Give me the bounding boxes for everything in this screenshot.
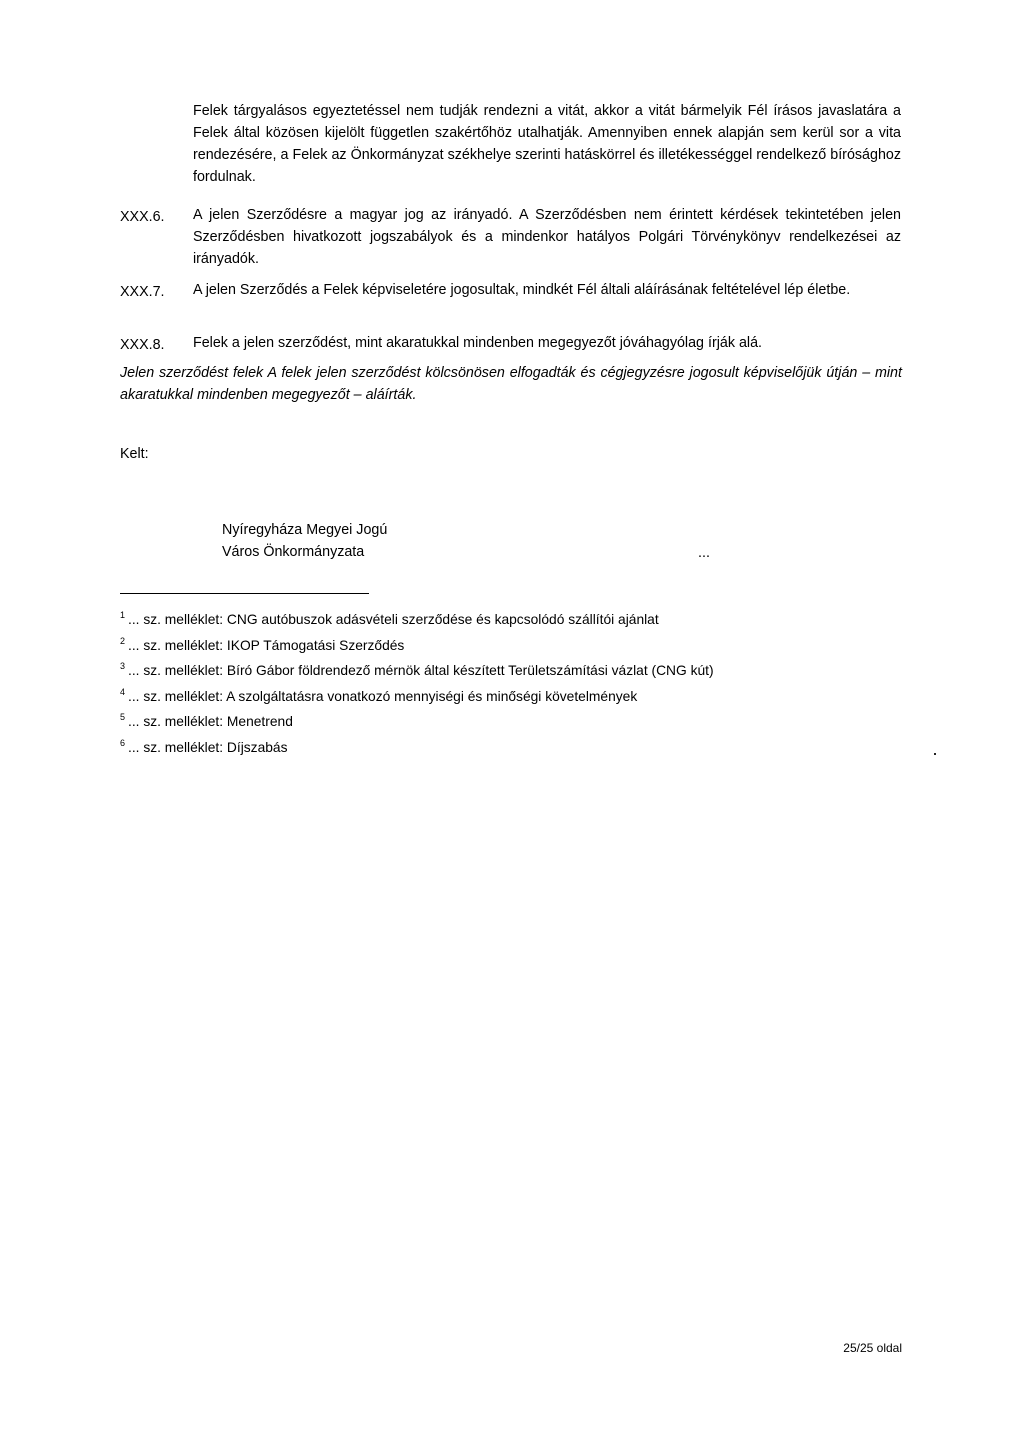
signatory-name-line1: Nyíregyháza Megyei Jogú [222,522,388,538]
signature-block [222,519,387,563]
footnote-marker: 2 [120,635,126,646]
clause-text-6: A jelen Szerződésre a magyar jog az irányadó. A Szerződésben nem érintett kérdések tekintetében jelen Szerződésben hivatkozott jogszabályok és a mindenkor hatályos Polgári Törvénykönyv rendelkezései az irányadók. [193,207,901,267]
kelt-label: Kelt: [120,446,149,462]
footnote-item [120,682,840,708]
footnote-text: ... sz. melléklet: Bíró Gábor földrendező mérnök által készített Területszámítási vázlat (CNG kút) [128,663,714,679]
footnote-separator [120,593,369,594]
intro-paragraph: Felek tárgyalásos egyeztetéssel nem tudják rendezni a vitát, akkor a vitát bármelyik Fél írásos javaslatára a Felek által közösen kijelölt független szakértőhöz utalhatják. Amennyiben ennek alapján sem kerül sor a vita rendezésére, a Felek az Önkormányzat székhelye szerinti hatáskörrel és illetékességgel rendelkező bírósághoz fordulnak. [193,103,901,185]
footnote-marker: 4 [120,686,126,697]
footnote-text: ... sz. melléklet: IKOP Támogatási Szerződés [128,637,405,653]
footnote-item [120,605,840,631]
footnote-item [120,656,840,682]
signatory-name-line2: Város Önkormányzata [222,544,365,560]
footnote-text: ... sz. melléklet: Menetrend [128,714,293,730]
page-number: 25/25 oldal [843,1341,902,1355]
scan-speck [934,753,936,755]
footnote-text: ... sz. melléklet: Díjszabás [128,739,288,755]
footnote-marker: 6 [120,737,126,748]
clause-number-8: XXX.8. [120,337,165,353]
footnote-text: ... sz. melléklet: CNG autóbuszok adásvételi szerződése és kapcsolódó szállítói ajánlat [128,612,659,627]
clause-number-6: XXX.6. [120,209,165,225]
footnote-marker: 1 [120,610,126,620]
footnote-item [120,707,840,733]
footnote-text: ... sz. melléklet: A szolgáltatásra vonatkozó mennyiségi és minőségi követelmények [128,688,638,704]
clause-text-8: Felek a jelen szerződést, mint akaratukkal mindenben megegyezőt jóváhagyólag írják alá. [193,335,763,351]
other-party-placeholder: ... [698,545,710,561]
footnote-item [120,631,840,657]
closing-statement: Jelen szerződést felek A felek jelen szerződést kölcsönösen elfogadták és cégjegyzésre jogosult képviselőjük útján – mint akaratukkal mindenben megegyezőt – aláírták. [120,365,902,403]
footnote-marker: 5 [120,712,126,723]
clause-text-7: A jelen Szerződés a Felek képviseletére jogosultak, mindkét Fél általi aláírásának feltételével lép életbe. [193,282,851,298]
footnote-marker: 3 [120,661,126,672]
clause-number-7: XXX.7. [120,284,165,300]
footnote-list [120,605,840,759]
footnote-item [120,733,840,759]
